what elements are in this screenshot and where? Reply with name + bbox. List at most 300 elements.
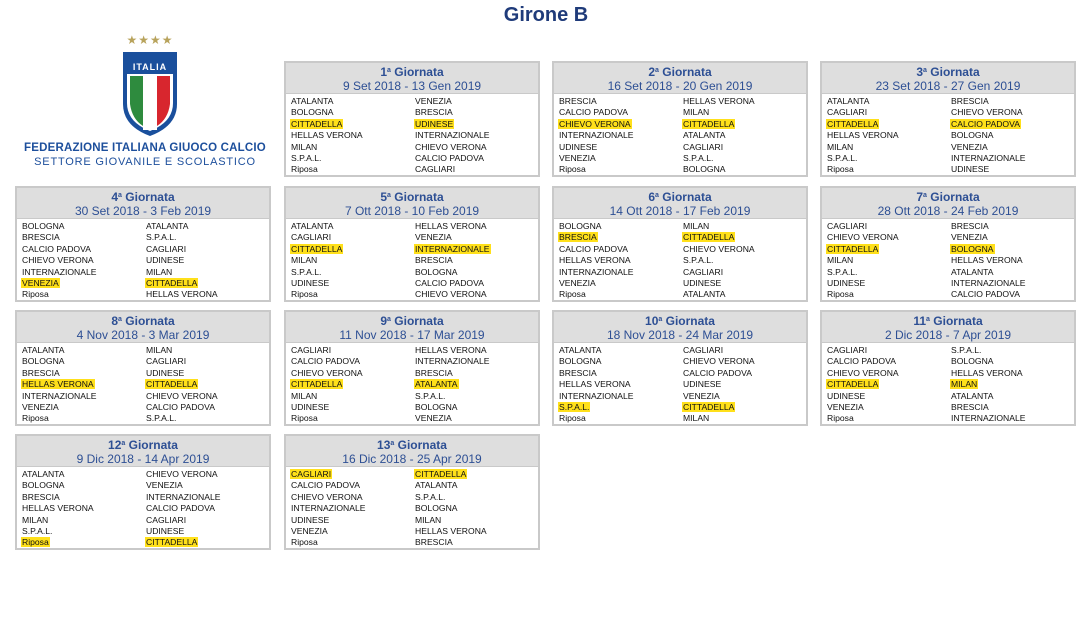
match-list <box>286 94 538 176</box>
round-title: 13$^a$ Giornata <box>377 438 447 452</box>
away-team: CITTADELLA <box>146 537 198 548</box>
match-row <box>290 480 538 491</box>
stars-icon: ★★★★ <box>126 33 174 47</box>
home-team: CITTADELLA <box>291 118 343 129</box>
round-box <box>820 186 1076 302</box>
away-team: ATALANTA <box>683 130 726 141</box>
match-row <box>21 289 269 300</box>
home-team: S.P.A.L. <box>291 152 322 163</box>
round-title: 8$^a$ Giornata <box>111 314 175 328</box>
round-dates: 28 Ott 2018 - 24 Feb 2019 <box>877 204 1019 218</box>
match-row <box>290 402 538 413</box>
svg-text:ITALIA: ITALIA <box>132 62 168 72</box>
match-row <box>290 107 538 118</box>
match-row <box>826 345 1074 356</box>
away-team: UDINESE <box>146 255 185 266</box>
round-box <box>552 310 808 426</box>
match-row <box>826 130 1074 141</box>
home-team: BOLOGNA <box>22 480 65 491</box>
match-list <box>17 219 269 301</box>
home-team: Riposa <box>22 537 49 548</box>
match-list <box>822 219 1074 301</box>
match-list <box>822 343 1074 425</box>
home-team: HELLAS VERONA <box>291 130 363 141</box>
match-row <box>558 255 806 266</box>
match-row <box>21 480 269 491</box>
match-row <box>21 413 269 424</box>
away-team: BRESCIA <box>415 255 453 266</box>
round-box <box>820 310 1076 426</box>
home-team: Riposa <box>22 413 49 424</box>
home-team: S.P.A.L. <box>291 266 322 277</box>
match-row <box>21 345 269 356</box>
home-team: HELLAS VERONA <box>22 379 94 390</box>
home-team: VENEZIA <box>559 277 596 288</box>
federation-name: FEDERAZIONE ITALIANA GIUOCO CALCIO <box>24 142 266 154</box>
home-team: Riposa <box>291 413 318 424</box>
round-box <box>284 61 540 177</box>
round-title: 12$^a$ Giornata <box>108 438 178 452</box>
away-team: BRESCIA <box>415 537 453 548</box>
home-team: CITTADELLA <box>827 379 879 390</box>
away-team: UDINESE <box>146 525 185 536</box>
away-team: UDINESE <box>951 164 990 175</box>
match-list <box>554 219 806 301</box>
round-box <box>552 186 808 302</box>
away-team: UDINESE <box>683 379 722 390</box>
away-team: CAGLIARI <box>146 514 187 525</box>
round-box <box>552 61 808 177</box>
home-team: HELLAS VERONA <box>827 130 899 141</box>
away-team: CAGLIARI <box>415 164 456 175</box>
home-team: BRESCIA <box>22 491 60 502</box>
home-team: BRESCIA <box>559 367 597 378</box>
away-team: MILAN <box>951 379 978 390</box>
away-team: CITTADELLA <box>683 118 735 129</box>
match-row <box>290 368 538 379</box>
home-team: VENEZIA <box>291 525 328 536</box>
match-row <box>826 119 1074 130</box>
round-title: 1$^a$ Giornata <box>380 65 444 79</box>
away-team: CALCIO PADOVA <box>951 289 1020 300</box>
match-row <box>826 244 1074 255</box>
home-team: CAGLIARI <box>827 107 868 118</box>
round-title: 10$^a$ Giornata <box>645 314 715 328</box>
home-team: Riposa <box>22 289 49 300</box>
away-team: CALCIO PADOVA <box>415 152 484 163</box>
round-title: 11$^a$ Giornata <box>913 314 983 328</box>
match-row <box>558 244 806 255</box>
home-team: CAGLIARI <box>291 469 332 479</box>
home-team: CALCIO PADOVA <box>827 356 896 367</box>
match-row <box>826 289 1074 300</box>
away-team: BOLOGNA <box>951 356 994 367</box>
match-row <box>290 537 538 548</box>
home-team: HELLAS VERONA <box>22 503 94 514</box>
match-row <box>21 244 269 255</box>
home-team: CITTADELLA <box>827 118 879 129</box>
match-row <box>290 503 538 514</box>
match-row <box>826 96 1074 107</box>
away-team: HELLAS VERONA <box>415 345 487 355</box>
round-dates: 16 Dic 2018 - 25 Apr 2019 <box>342 452 482 466</box>
away-team: BRESCIA <box>415 107 453 118</box>
round-dates: 9 Dic 2018 - 14 Apr 2019 <box>76 452 210 466</box>
match-list <box>17 467 269 549</box>
round-header <box>554 312 806 343</box>
home-team: CHIEVO VERONA <box>291 491 363 502</box>
away-team: BRESCIA <box>415 367 453 378</box>
away-team: S.P.A.L. <box>415 390 446 401</box>
match-row <box>290 526 538 537</box>
round-dates: 18 Nov 2018 - 24 Mar 2019 <box>606 328 754 342</box>
home-team: Riposa <box>827 413 854 424</box>
away-team: UDINESE <box>415 118 454 129</box>
round-header <box>822 188 1074 219</box>
away-team: CALCIO PADOVA <box>146 503 215 514</box>
round-title: 4$^a$ Giornata <box>111 190 175 204</box>
away-team: S.P.A.L. <box>146 232 177 243</box>
away-team: CITTADELLA <box>415 469 467 479</box>
round-title: 7$^a$ Giornata <box>916 190 980 204</box>
away-team: CAGLIARI <box>683 345 724 355</box>
home-team: Riposa <box>827 289 854 300</box>
match-row <box>290 119 538 130</box>
away-team: S.P.A.L. <box>951 345 982 355</box>
away-team: CHIEVO VERONA <box>683 356 755 367</box>
home-team: CHIEVO VERONA <box>559 118 631 129</box>
match-row <box>558 345 806 356</box>
match-row <box>826 221 1074 232</box>
round-dates: 4 Nov 2018 - 3 Mar 2019 <box>76 328 210 342</box>
round-box <box>820 61 1076 177</box>
round-dates: 23 Set 2018 - 27 Gen 2019 <box>875 79 1021 93</box>
away-team: ATALANTA <box>683 289 726 300</box>
match-row <box>21 221 269 232</box>
home-team: HELLAS VERONA <box>559 379 631 390</box>
home-team: UDINESE <box>827 390 866 401</box>
match-row <box>21 402 269 413</box>
match-row <box>558 153 806 164</box>
match-row <box>558 221 806 232</box>
home-team: CITTADELLA <box>291 379 343 390</box>
away-team: VENEZIA <box>415 96 452 106</box>
away-team: CHIEVO VERONA <box>146 390 218 401</box>
match-row <box>290 96 538 107</box>
away-team: CAGLIARI <box>146 356 187 367</box>
away-team: INTERNAZIONALE <box>415 130 490 141</box>
home-team: Riposa <box>291 289 318 300</box>
away-team: CHIEVO VERONA <box>415 289 487 300</box>
match-row <box>21 492 269 503</box>
match-row <box>21 379 269 390</box>
home-team: ATALANTA <box>22 345 65 355</box>
home-team: UDINESE <box>291 401 330 412</box>
away-team: S.P.A.L. <box>415 491 446 502</box>
away-team: CHIEVO VERONA <box>683 243 755 254</box>
match-row <box>290 130 538 141</box>
home-team: BOLOGNA <box>22 356 65 367</box>
home-team: VENEZIA <box>559 152 596 163</box>
away-team: ATALANTA <box>951 390 994 401</box>
match-row <box>826 413 1074 424</box>
away-team: UDINESE <box>146 367 185 378</box>
round-title: 9$^a$ Giornata <box>380 314 444 328</box>
home-team: MILAN <box>291 255 318 266</box>
away-team: INTERNAZIONALE <box>951 277 1026 288</box>
page-title: Girone B <box>503 4 589 26</box>
match-row <box>21 391 269 402</box>
away-team: CITTADELLA <box>683 401 735 412</box>
away-team: CAGLIARI <box>683 141 724 152</box>
away-team: INTERNAZIONALE <box>951 413 1026 424</box>
figc-logo <box>20 34 270 174</box>
away-team: MILAN <box>683 413 710 424</box>
match-row <box>826 379 1074 390</box>
match-row <box>826 107 1074 118</box>
away-team: ATALANTA <box>415 480 458 491</box>
away-team: CITTADELLA <box>146 277 198 288</box>
home-team: CHIEVO VERONA <box>827 367 899 378</box>
away-team: MILAN <box>415 514 442 525</box>
away-team: MILAN <box>146 345 173 355</box>
home-team: S.P.A.L. <box>22 525 53 536</box>
away-team: CALCIO PADOVA <box>683 367 752 378</box>
match-row <box>21 515 269 526</box>
match-row <box>558 391 806 402</box>
home-team: INTERNAZIONALE <box>559 390 634 401</box>
match-row <box>826 232 1074 243</box>
match-row <box>558 356 806 367</box>
home-team: UDINESE <box>827 277 866 288</box>
home-team: CALCIO PADOVA <box>559 243 628 254</box>
home-team: BRESCIA <box>559 96 597 106</box>
match-row <box>290 289 538 300</box>
home-team: Riposa <box>827 164 854 175</box>
home-team: S.P.A.L. <box>827 266 858 277</box>
round-header <box>554 188 806 219</box>
match-row <box>290 391 538 402</box>
home-team: CITTADELLA <box>827 243 879 254</box>
match-row <box>558 96 806 107</box>
match-row <box>826 356 1074 367</box>
home-team: INTERNAZIONALE <box>559 266 634 277</box>
round-title: 5$^a$ Giornata <box>380 190 444 204</box>
home-team: Riposa <box>559 289 586 300</box>
home-team: ATALANTA <box>291 221 334 231</box>
away-team: BRESCIA <box>951 96 989 106</box>
away-team: BRESCIA <box>951 221 989 231</box>
away-team: CALCIO PADOVA <box>146 401 215 412</box>
home-team: S.P.A.L. <box>559 401 590 412</box>
match-row <box>290 469 538 480</box>
home-team: Riposa <box>291 164 318 175</box>
match-row <box>558 289 806 300</box>
away-team: S.P.A.L. <box>683 152 714 163</box>
round-box <box>15 434 271 550</box>
match-row <box>290 356 538 367</box>
round-box <box>15 310 271 426</box>
home-team: MILAN <box>827 141 854 152</box>
home-team: ATALANTA <box>291 96 334 106</box>
round-box <box>15 186 271 302</box>
match-row <box>826 153 1074 164</box>
match-row <box>290 515 538 526</box>
match-row <box>21 368 269 379</box>
home-team: INTERNAZIONALE <box>22 390 97 401</box>
home-team: INTERNAZIONALE <box>559 130 634 141</box>
match-row <box>558 267 806 278</box>
home-team: BRESCIA <box>22 232 60 243</box>
home-team: UDINESE <box>291 514 330 525</box>
round-dates: 7 Ott 2018 - 10 Feb 2019 <box>344 204 480 218</box>
home-team: VENEZIA <box>22 277 59 288</box>
home-team: ATALANTA <box>559 345 602 355</box>
match-row <box>21 537 269 548</box>
home-team: Riposa <box>291 537 318 548</box>
away-team: VENEZIA <box>146 480 183 491</box>
match-list <box>286 343 538 425</box>
home-team: INTERNAZIONALE <box>291 503 366 514</box>
match-row <box>21 469 269 480</box>
round-header <box>554 63 806 94</box>
away-team: CITTADELLA <box>683 232 735 243</box>
away-team: CHIEVO VERONA <box>146 469 218 479</box>
home-team: CITTADELLA <box>291 243 343 254</box>
away-team: INTERNAZIONALE <box>415 356 490 367</box>
round-header <box>822 63 1074 94</box>
match-row <box>558 142 806 153</box>
away-team: HELLAS VERONA <box>683 96 755 106</box>
match-row <box>826 368 1074 379</box>
away-team: CAGLIARI <box>146 243 187 254</box>
home-team: Riposa <box>559 164 586 175</box>
match-row <box>290 153 538 164</box>
match-row <box>826 278 1074 289</box>
away-team: VENEZIA <box>951 232 988 243</box>
home-team: CAGLIARI <box>827 345 868 355</box>
match-row <box>21 356 269 367</box>
home-team: BOLOGNA <box>559 356 602 367</box>
away-team: MILAN <box>683 221 710 231</box>
away-team: BOLOGNA <box>415 266 458 277</box>
match-row <box>21 267 269 278</box>
match-row <box>558 278 806 289</box>
home-team: INTERNAZIONALE <box>22 266 97 277</box>
match-row <box>826 142 1074 153</box>
match-row <box>826 267 1074 278</box>
match-row <box>290 164 538 175</box>
round-dates: 30 Set 2018 - 3 Feb 2019 <box>74 204 212 218</box>
match-row <box>826 391 1074 402</box>
match-row <box>290 232 538 243</box>
away-team: VENEZIA <box>951 141 988 152</box>
home-team: UDINESE <box>291 277 330 288</box>
home-team: CHIEVO VERONA <box>291 367 363 378</box>
away-team: BOLOGNA <box>415 503 458 514</box>
match-row <box>290 345 538 356</box>
away-team: BRESCIA <box>951 401 989 412</box>
match-row <box>290 221 538 232</box>
round-box <box>284 434 540 550</box>
round-dates: 14 Ott 2018 - 17 Feb 2019 <box>609 204 751 218</box>
match-row <box>21 503 269 514</box>
round-dates: 9 Set 2018 - 13 Gen 2019 <box>342 79 482 93</box>
match-row <box>826 402 1074 413</box>
away-team: BOLOGNA <box>951 130 994 141</box>
match-row <box>290 244 538 255</box>
away-team: INTERNAZIONALE <box>951 152 1026 163</box>
round-header <box>17 436 269 467</box>
home-team: MILAN <box>291 390 318 401</box>
match-list <box>554 343 806 425</box>
away-team: VENEZIA <box>683 390 720 401</box>
round-title: 2$^a$ Giornata <box>648 65 712 79</box>
match-row <box>558 164 806 175</box>
match-row <box>558 413 806 424</box>
match-list <box>822 94 1074 176</box>
away-team: CHIEVO VERONA <box>415 141 487 152</box>
home-team: CHIEVO VERONA <box>22 255 94 266</box>
home-team: VENEZIA <box>827 401 864 412</box>
away-team: BOLOGNA <box>415 401 458 412</box>
match-list <box>286 219 538 301</box>
round-title: 6$^a$ Giornata <box>648 190 712 204</box>
round-dates: 2 Dic 2018 - 7 Apr 2019 <box>884 328 1012 342</box>
match-row <box>21 255 269 266</box>
match-row <box>290 379 538 390</box>
round-title: 3$^a$ Giornata <box>916 65 980 79</box>
home-team: CALCIO PADOVA <box>291 480 360 491</box>
round-header <box>822 312 1074 343</box>
match-list <box>286 467 538 549</box>
home-team: UDINESE <box>559 141 598 152</box>
away-team: BOLOGNA <box>683 164 726 175</box>
away-team: CALCIO PADOVA <box>951 118 1020 129</box>
away-team: BOLOGNA <box>951 243 994 254</box>
home-team: ATALANTA <box>22 469 65 479</box>
home-team: HELLAS VERONA <box>559 255 631 266</box>
match-row <box>290 142 538 153</box>
round-header <box>286 63 538 94</box>
match-row <box>290 492 538 503</box>
match-row <box>21 278 269 289</box>
away-team: HELLAS VERONA <box>146 289 218 300</box>
match-row <box>290 255 538 266</box>
round-header <box>286 312 538 343</box>
round-header <box>17 188 269 219</box>
away-team: CHIEVO VERONA <box>951 107 1023 118</box>
round-header <box>286 188 538 219</box>
away-team: ATALANTA <box>146 221 189 231</box>
home-team: BOLOGNA <box>22 221 65 231</box>
away-team: HELLAS VERONA <box>951 255 1023 266</box>
home-team: MILAN <box>291 141 318 152</box>
sector-name: SETTORE GIOVANILE E SCOLASTICO <box>34 156 256 168</box>
match-row <box>21 232 269 243</box>
home-team: MILAN <box>22 514 49 525</box>
round-header <box>286 436 538 467</box>
match-row <box>826 255 1074 266</box>
match-row <box>826 164 1074 175</box>
round-box <box>284 186 540 302</box>
away-team: VENEZIA <box>415 413 452 424</box>
away-team: UDINESE <box>683 277 722 288</box>
match-list <box>554 94 806 176</box>
away-team: CAGLIARI <box>683 266 724 277</box>
away-team: S.P.A.L. <box>683 255 714 266</box>
round-header <box>17 312 269 343</box>
